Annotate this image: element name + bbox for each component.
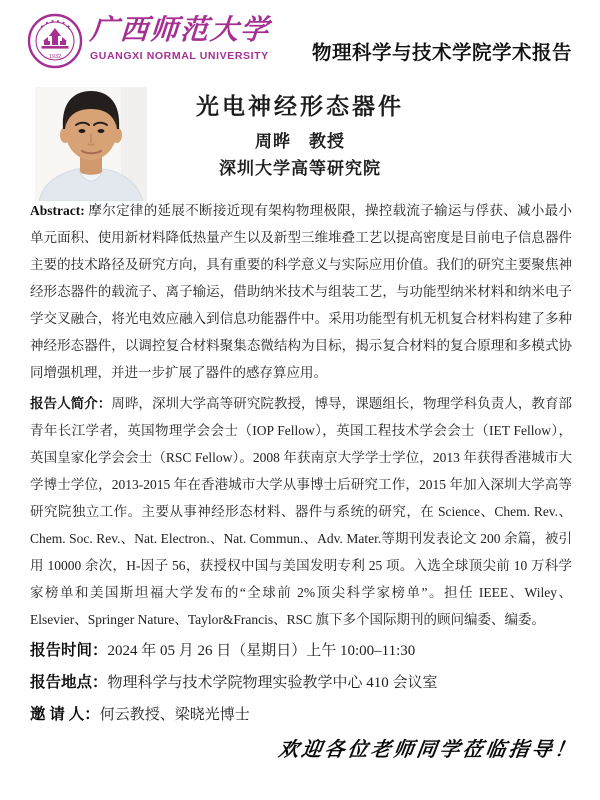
talk-inviter-value: 何云教授、梁晓光博士: [99, 707, 250, 723]
report-type-heading: 物理科学与技术学院学术报告: [311, 43, 572, 64]
talk-inviter-row: [30, 703, 575, 727]
university-name-chinese: 广西师范大学: [88, 15, 272, 46]
bio-label: 报告人简介：: [30, 396, 112, 411]
university-name-english: GUANGXI NORMAL UNIVERSITY: [90, 50, 269, 62]
talk-time-row: [30, 639, 575, 663]
university-logo-text: [90, 13, 270, 62]
talk-time-label: 报告时间：: [30, 642, 108, 659]
seal-year-text: 1932: [48, 54, 62, 60]
university-seal-icon: [27, 13, 83, 69]
talk-inviter-label: 邀 请 人：: [30, 706, 100, 723]
university-logo: [27, 13, 270, 69]
title-block: [0, 94, 600, 179]
speaker-name: 周晔 教授: [255, 132, 345, 151]
talk-time-value: 2024 年 05 月 26 日（星期日）上午 10:00–11:30: [107, 643, 416, 659]
bio-text: 周晔，深圳大学高等研究院教授，博导，课题组长，物理学科负责人，教育部青年长江学者，英国物理学会会士（IOP Fellow），英国工程技术学会会士（IET Fellow），英国皇家化学会会士（RSC Fellow）。2008 年获南京大学学士学位，2013 年获得香港城市大学博士学位，2013-2015 年在香港城市大学从事博士后研究工作，2015 年加入深圳大学高等研究院独立工作。主要从事神经形态材料、器件与系统的研究，在 Science、Chem. Rev.、Chem. Soc. Rev.、Nat. Electron.、Nat. Commun.、Adv. Mater.等期刊发表论文 200 余篇，被引用 10000 余次，H-因子 56，获授权中国与美国发明专利 25 项。入选全球顶尖前 10 万科学家榜单和美国斯坦福大学发布的“全球前 2%顶尖科学家榜单”。担任 IEEE、Wiley、Elsevier、Springer Nature、Taylor&Francis、RSC 旗下多个国际期刊的顾问编委、编委。: [30, 396, 573, 627]
welcome-calligraphy: 欢迎各位老师同学莅临指导！: [277, 739, 580, 761]
talk-venue-value: 物理科学与技术学院物理实验教学中心 410 会议室: [107, 675, 438, 691]
bio-paragraph: [30, 390, 572, 633]
talk-title: 光电神经形态器件: [196, 94, 404, 119]
talk-venue-row: [30, 671, 575, 695]
abstract-text: 摩尔定律的延展不断接近现有架构物理极限，操控载流子输运与俘获、减小最小单元面积、使用新材料降低热量产生以及新型三维堆叠工艺以提高密度是目前电子信息器件主要的技术路径及研究方向，具有重要的科学意义与实际应用价值。我们的研究主要聚焦神经形态器件的载流子、离子输运，借助纳米技术与组装工艺，与功能型纳米材料和纳米电子学交叉融合，将光电效应融入到信息功能器件中。采用功能型有机无机复合材料构建了多种神经形态器件，以调控复合材料聚集态微结构为目标，揭示复合材料的复合原理和多模式协同增强机理，并进一步扩展了器件的感存算应用。: [30, 203, 572, 380]
talk-details: [30, 639, 575, 735]
abstract-label: Abstract:: [30, 203, 85, 218]
speaker-affiliation: 深圳大学高等研究院: [219, 159, 381, 178]
talk-venue-label: 报告地点：: [30, 674, 108, 691]
abstract-paragraph: [30, 197, 572, 386]
